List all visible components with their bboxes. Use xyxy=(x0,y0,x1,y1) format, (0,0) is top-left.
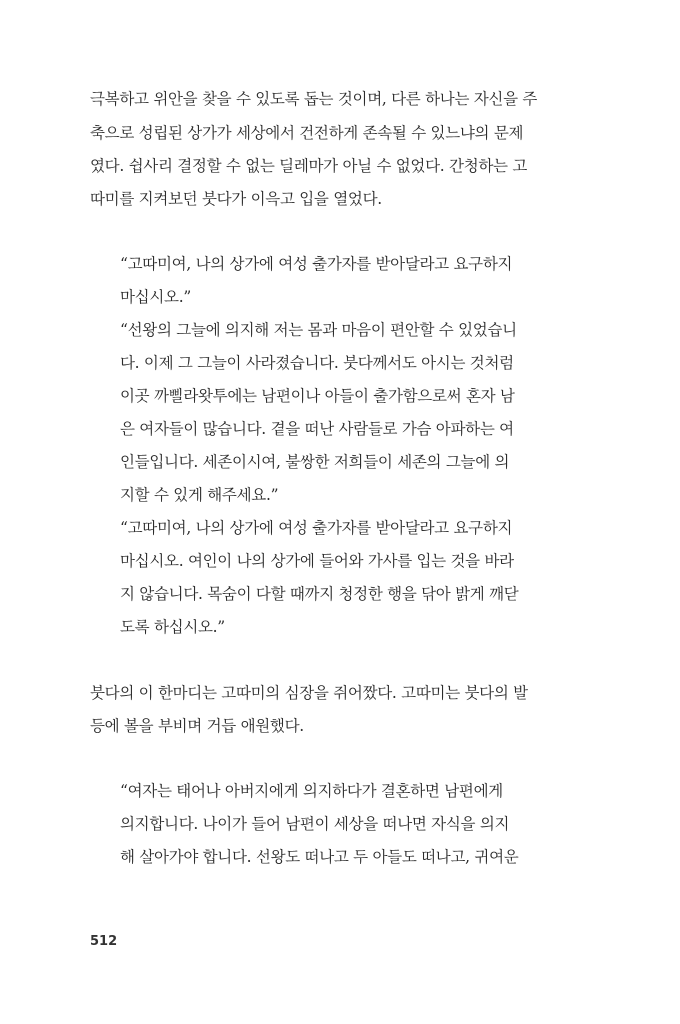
quote-line: “여자는 태어나 아버지에게 의지하다가 결혼하면 남편에게 xyxy=(120,782,503,800)
quote-line: 다. 이제 그 그늘이 사라졌습니다. 붓다께서도 아시는 것처럼 xyxy=(120,354,514,372)
quote-line: 이곳 까삘라왓투에는 남편이나 아들이 출가함으로써 혼자 남 xyxy=(120,387,515,405)
quote-line: 지할 수 있게 해주세요.” xyxy=(120,486,279,504)
quote-line: 해 살아가야 합니다. 선왕도 떠나고 두 아들도 떠나고, 귀여운 xyxy=(120,848,519,866)
quote-line: “고따미여, 나의 상가에 여성 출가자를 받아달라고 요구하지 xyxy=(120,519,513,537)
quote-line: 인들입니다. 세존이시여, 불쌍한 저희들이 세존의 그늘에 의 xyxy=(120,453,510,471)
quote-line: 은 여자들이 많습니다. 곁을 떠난 사람들로 가슴 아파하는 여 xyxy=(120,420,514,438)
quote-line: “고따미여, 나의 상가에 여성 출가자를 받아달라고 요구하지 xyxy=(120,255,513,273)
body-line: 붓다의 이 한마디는 고따미의 심장을 쥐어짰다. 고따미는 붓다의 발 xyxy=(90,684,528,702)
quote-line: 도록 하십시오.” xyxy=(120,618,225,636)
page-number: 512 xyxy=(90,934,118,949)
body-line: 등에 볼을 부비며 거듭 애원했다. xyxy=(90,717,304,735)
body-line: 따미를 지켜보던 붓다가 이윽고 입을 열었다. xyxy=(90,190,382,208)
body-line: 였다. 쉽사리 결정할 수 없는 딜레마가 아닐 수 없었다. 간청하는 고 xyxy=(90,157,528,175)
quote-line: 의지합니다. 나이가 들어 남편이 세상을 떠나면 자식을 의지 xyxy=(120,815,510,833)
body-line: 축으로 성립된 상가가 세상에서 건전하게 존속될 수 있느냐의 문제 xyxy=(90,124,524,142)
quote-line: 마십시오.” xyxy=(120,288,191,306)
quote-line: “선왕의 그늘에 의지해 저는 몸과 마음이 편안할 수 있었습니 xyxy=(120,321,517,339)
quote-line: 지 않습니다. 목숨이 다할 때까지 청정한 행을 닦아 밝게 깨닫 xyxy=(120,585,519,603)
body-line: 극복하고 위안을 찾을 수 있도록 돕는 것이며, 다른 하나는 자신을 주 xyxy=(90,90,538,108)
quote-line: 마십시오. 여인이 나의 상가에 들어와 가사를 입는 것을 바라 xyxy=(120,552,514,570)
